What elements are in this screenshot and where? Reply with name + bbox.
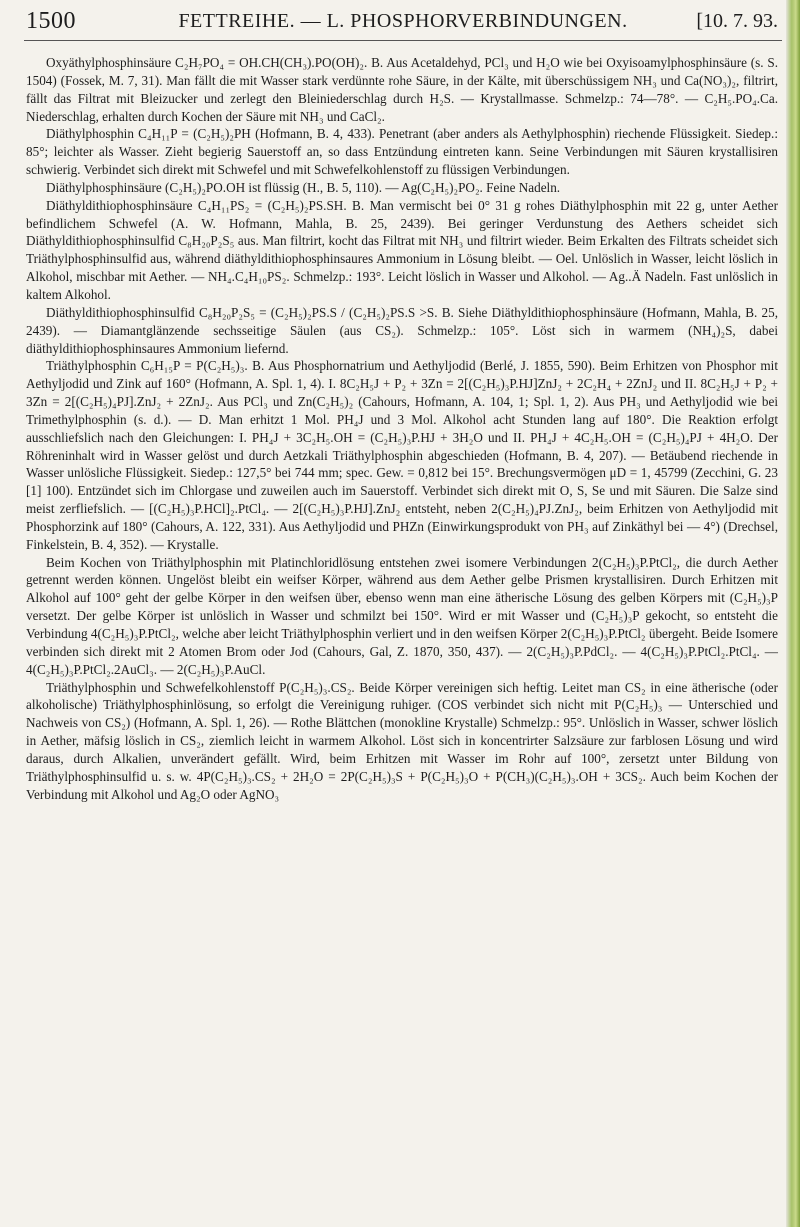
entry-diaethyldithiophosphinsaeure: Diäthyldithiophosphinsäure C₄H₁₁PS₂ = (C₂H₅)₂PS.SH. B. Man vermischt bei 0° 31 g rohes Diäthylphosphin mit 22 g, unter Aether befindlichem Schwefel (A. W. Hofmann, Mahla, B. 25, 2439). Bei geringer Verdunstung des Aethers scheidet sich Diäthyldithiophosphinsulfid C₈H₂₀P₂S₅ aus. Man filtrirt, kocht das Filtrat mit NH₃ und filtrirt wieder. Beim Erkalten des Filtrats scheidet sich Triäthylphosphinsulfid aus, während diäthyldithiophosphinsaures Ammonium in Lösung bleibt. — Oel. Unlöslich in Wasser, leicht löslich in Alkohol, mischbar mit Aether. — NH₄.C₄H₁₀PS₂. Schmelzp.: 193°. Leicht löslich in Wasser und Alkohol. — Ag..Ä Nadeln. Fast unlöslich in kaltem Alkohol. <box>26 197 778 302</box>
paragraph-platinchlorid: Beim Kochen von Triäthylphosphin mit Platinchloridlösung entstehen zwei isomere Verbindungen 2(C₂H₅)₃P.PtCl₂, die durch Aether getrennt werden können. Ungelöst bleibt ein weifser Körper, während aus dem Aether gelbe Prismen krystallisiren. Durch Erhitzen mit Alkohol auf 100° geht der gelbe Körper in den weifsen über, ebenso wenn man eine ätherische Lösung des gelben Körpers mit (C₂H₅)₃P versetzt. Der gelbe Körper ist unlöslich in Wasser und schmilzt bei 150°. Wird er mit Wasser und (C₂H₅)₃P gekocht, so entsteht die Verbindung 4(C₂H₅)₃P.PtCl₂, welche aber leicht Triäthylphosphin verliert und in den weifsen Körper 2(C₂H₅)₃P.PtCl₂ übergeht. Beide Isomere verbinden sich direkt mit 2 Atomen Brom oder Jod (Cahours, Gal, Z. 1870, 350, 437). — 2(C₂H₅)₃P.PdCl₂. — 4(C₂H₅)₃P.PtCl₂.PtCl₄. — 4(C₂H₅)₃P.PtCl₂.2AuCl₃. — 2(C₂H₅)₃P.AuCl. <box>26 554 778 677</box>
running-title: FETTREIHE. — L. PHOSPHORVERBINDUNGEN. <box>178 10 628 32</box>
page-header <box>24 6 782 41</box>
entry-triaethylphosphin-schwefelkohlenstoff: Triäthylphosphin und Schwefelkohlenstoff P(C₂H₅)₃.CS₂. Beide Körper vereinigen sich heftig. Leitet man CS₂ in eine ätherische (oder alkoholische) Triäthylphosphinlösung, so erfolgt die Vereinigung ruhiger. (COS verbindet sich nicht mit P(C₂H₅)₃ — Unterschied und Nachweis von CS₂) (Hofmann, A. Spl. 1, 26). — Rothe Blättchen (monokline Krystalle) Schmelzp.: 95°. Unlöslich in Wasser, schwer löslich in Aether, mäfsig löslich in CS₂, ziemlich leicht in warmem Alkohol. Löst sich in koncentrirter Salzsäure zur farblosen Lösung und wird daraus, durch Alkalien, unverändert gefällt. Wird, beim Erhitzen mit Wasser im Rohr auf 100°, zersetzt unter Bildung von Triäthylphosphinsulfid u. s. w. 4P(C₂H₅)₃.CS₂ + 2H₂O = 2P(C₂H₅)₃S + P(C₂H₅)₃O + P(CH₃)(C₂H₅)₃.OH + 3CS₂. Auch beim Kochen der Verbindung mit Alkohol und Ag₂O oder AgNO₃ <box>26 679 778 802</box>
entry-oxyaethylphosphinsaeure: Oxyäthylphosphinsäure C₂H₇PO₄ = OH.CH(CH₃).PO(OH)₂. B. Aus Acetaldehyd, PCl₃ und H₂O wie bei Oxyisoamylphosphinsäure (s. S. 1504) (Fossek, M. 7, 31). Man fällt die mit Wasser stark verdünnte rohe Säure, in der Kälte, mit überschüssigem NH₃ und Ca(NO₃)₂, filtrirt, fällt das Filtrat mit Bleizucker und zerlegt den Bleiniederschlag durch H₂S. — Krystallmasse. Schmelzp.: 74—78°. — C₂H₅.PO₄.Ca. Niederschlag, erhalten durch Kochen der Säure mit NH₃ und CaCl₂. <box>26 55 778 124</box>
page-number: 1500 <box>26 8 76 34</box>
entry-diaethyldithiophosphinsulfid: Diäthyldithiophosphinsulfid C₈H₂₀P₂S₅ = (C₂H₅)₂PS.S / (C₂H₅)₂PS.S >S. B. Siehe Diäthyldithiophosphinsäure (Hofmann, Mahla, B. 25, 2439). — Diamantglänzende sechsseitige Säulen (aus CS₂). Schmelzp.: 105°. Löst sich in warmem (NH₄)₂S, dabei diäthyldithiophosphinsaures Ammonium liefernd. <box>26 304 778 356</box>
entry-diaethylphosphinsaeure: Diäthylphosphinsäure (C₂H₅)₂PO.OH ist flüssig (H., B. 5, 110). — Ag(C₂H₅)₂PO₂. Feine Nadeln. <box>46 179 561 195</box>
page-edge-decoration <box>786 0 800 1227</box>
article-body <box>26 54 778 803</box>
entry-diaethylphosphin: Diäthylphosphin C₄H₁₁P = (C₂H₅)₂PH (Hofmann, B. 4, 433). Penetrant (aber anders als Aethylphosphin) riechende Flüssigkeit. Siedep.: 85°; leichter als Wasser. Zieht begierig Sauerstoff an, so dass Entzündung eintreten kann. Seine Verbindungen mit Säuren krystallisiren schwierig. Verbindet sich direkt mit Schwefel und mit Schwefelkohlenstoff zu flüssigen Verbindungen. <box>26 126 778 178</box>
section-date: [10. 7. 93. <box>696 10 778 32</box>
entry-triaethylphosphin: Triäthylphosphin C₆H₁₅P = P(C₂H₅)₃. B. Aus Phosphornatrium und Aethyljodid (Berlé, J. 1855, 590). Beim Erhitzen von Phosphor mit Aethyljodid und Zink auf 160° (Hofmann, A. Spl. 1, 4). I. 8C₂H₅J + P₂ + 3Zn = 2[(C₂H₅)₃P.HJ]ZnJ₂ + 2C₂H₄ + 2ZnJ₂ und II. 8C₂H₅J + P₂ + 3Zn = 2[(C₂H₅)₄PJ].ZnJ₂ + 2ZnJ₂. Aus PCl₃ und Zn(C₂H₅)₂ (Cahours, Hofmann, A. 104, 1; Spl. 1, 2). Aus PH₃ und Aethyljodid wie bei Trimethylphosphin (s. d.). — D. Man erhitzt 1 Mol. PH₄J und 3 Mol. Alkohol acht Stunden lang auf 180°. Die Reaktion erfolgt ausschliefslich nach den Gleichungen: I. PH₄J + 3C₂H₅.OH = (C₂H₅)₃P.HJ + 3H₂O und II. PH₄J + 4C₂H₅.OH = (C₂H₅)₄PJ + 4H₂O. Der Röhreninhalt wird in Wasser gelöst und durch Aetzkali Triäthylphosphin abgeschieden (Hofmann, B. 4, 207). — Betäubend riechende in Wasser unlösliche Flüssigkeit. Siedep.: 127,5° bei 744 mm; spec. Gew. = 0,812 bei 15°. Brechungsvermögen μD = 1, 45799 (Zecchini, G. 23 [1] 100). Entzündet sich im Chlorgase und zuweilen auch im Sauerstoff. Verbindet sich direkt mit O, S, Se und mit Säuren. Die Salze sind meist zerfliefslich. — [(C₂H₅)₃P.HCl]₂.PtCl₄. — 2[(C₂H₅)₃P.HJ].ZnJ₂ entsteht, neben 2(C₂H₅)₄PJ.ZnJ₂, beim Erhitzen von Aethyljodid mit Phosphorzink auf 180° (Cahours, A. 122, 331). Aus Aethyljodid und PHZn (Einwirkungsprodukt von PH₃ auf Zinkäthyl bei — 4°) (Drechsel, Finkelstein, B. 4, 352). — Krystalle. <box>26 358 778 552</box>
